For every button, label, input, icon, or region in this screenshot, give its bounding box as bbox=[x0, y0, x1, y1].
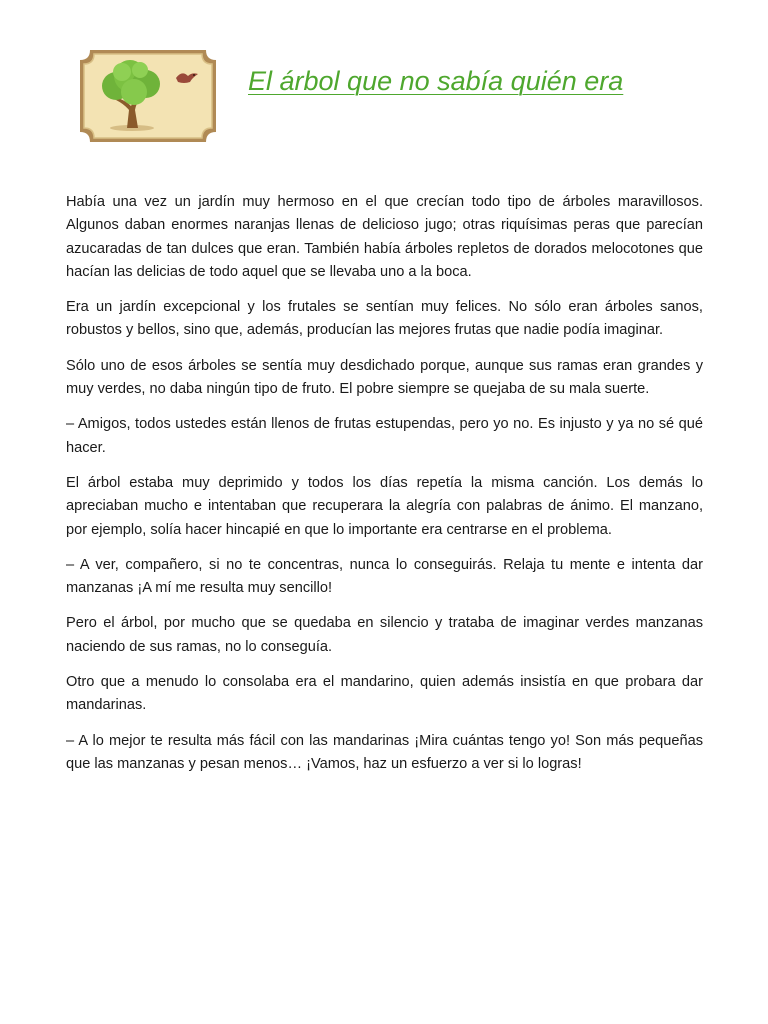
paragraph: Había una vez un jardín muy hermoso en el que crecían todo tipo de árboles maravillosos. Algunos daban enormes naranjas llenas de delicioso jugo; otras riquísimas peras que parecían azucaradas de tan dulces que eran. También había árboles repletos de dorados melocotones que hacían las delicias de todo aquel que se llevaba uno a la boca. bbox=[66, 194, 703, 280]
paragraph: – A ver, compañero, si no te concentras, nunca lo conseguirás. Relaja tu mente e intenta dar manzanas ¡A mí me resulta muy sencillo! bbox=[66, 556, 703, 597]
story-body bbox=[66, 191, 703, 788]
paragraph: – A lo mejor te resulta más fácil con las mandarinas ¡Mira cuántas tengo yo! Son más pequeñas que las manzanas y pesan menos… ¡Vamos, haz un esfuerzo a ver si lo logras! bbox=[66, 732, 703, 772]
page-title: El árbol que no sabía quién era bbox=[248, 66, 624, 96]
paragraph: Era un jardín excepcional y los frutales se sentían muy felices. No sólo eran árboles sanos, robustos y bellos, sino que, además, producían las mejores frutas que nadie podía imaginar. bbox=[66, 299, 703, 339]
paragraph: Sólo uno de esos árboles se sentía muy desdichado porque, aunque sus ramas eran grandes y muy verdes, no daba ningún tipo de fruto. El pobre siempre se quejaba de su mala suerte. bbox=[66, 357, 703, 398]
paragraph: Pero el árbol, por mucho que se quedaba en silencio y trataba de imaginar verdes manzanas naciendo de sus ramas, no lo conseguía. bbox=[66, 615, 703, 655]
paragraph: El árbol estaba muy deprimido y todos los días repetía la misma canción. Los demás lo apreciaban mucho e intentaban que recuperara la alegría con palabras de ánimo. El manzano, por ejemplo, solía hacer hincapié en que lo importante era centrarse en el problema. bbox=[66, 474, 703, 538]
paragraph: Otro que a menudo lo consolaba era el mandarino, quien además insistía en que probara dar mandarinas. bbox=[66, 674, 703, 714]
page-header bbox=[0, 0, 768, 160]
bird-eye bbox=[193, 74, 195, 76]
paragraph: – Amigos, todos ustedes están llenos de frutas estupendas, pero yo no. Es injusto y ya no sé qué hacer. bbox=[66, 416, 703, 456]
tree-with-bird-icon bbox=[72, 42, 224, 150]
